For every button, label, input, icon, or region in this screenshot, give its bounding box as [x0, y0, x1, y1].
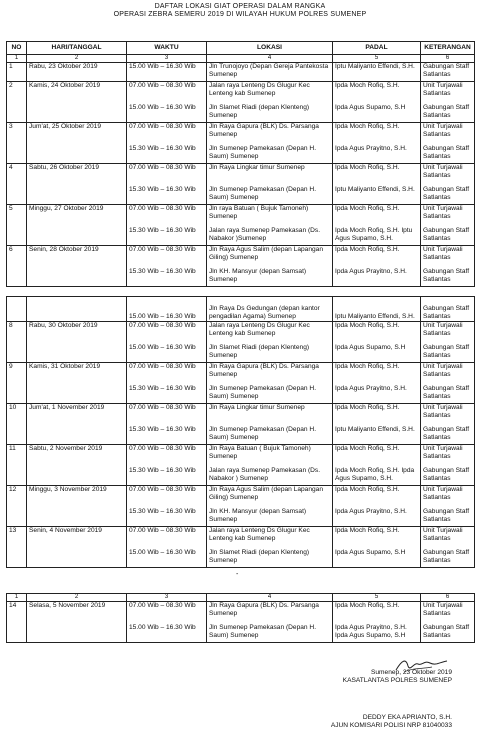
row-number: 9: [7, 363, 27, 404]
row-keterangan-slot: Unit Turjawali Satlantas: [423, 123, 463, 138]
row-padal: [333, 246, 421, 287]
row-location-slot: Jln Slamet Riadi (depan Klenteng) Sumenep: [209, 344, 310, 359]
row-keterangan: [421, 486, 475, 527]
row-keterangan-slot: Gabungan Staff Satlantas: [423, 268, 470, 283]
row-day: Minggu, 27 Oktober 2019: [27, 205, 127, 246]
table-row: [7, 486, 475, 527]
row-time: [127, 602, 207, 643]
row-location-slot: Jalan raya Lenteng Ds Glugur Kec Lenteng kab Sumenep: [209, 322, 310, 337]
row-padal-slot: Ipda Agus Prayitno, S.H. Ipda Agus Supamo, S.H: [335, 624, 407, 639]
row-location-slot: Jln Slamet Riadi (depan Klenteng) Sumenep: [209, 104, 310, 119]
row-location-slot: Jalan raya Sumenep Pamekasan (Ds. Nabakor ) Sumenep: [209, 467, 321, 482]
row-keterangan: [421, 404, 475, 445]
row-keterangan-slot: Unit Turjawali Satlantas: [423, 404, 463, 419]
row-padal-slot: Ipda Moch Rofiq, S.H.: [335, 486, 400, 493]
row-keterangan: [421, 205, 475, 246]
row-keterangan-slot: Unit Turjawali Satlantas: [423, 363, 463, 378]
header-4: PADAL: [333, 42, 421, 55]
table-row: [7, 82, 475, 123]
row-keterangan-slot: Unit Turjawali Satlantas: [423, 486, 463, 501]
row-keterangan-slot: Gabungan Staff Satlantas: [423, 624, 470, 639]
row-day: [27, 297, 127, 322]
row-number: 8: [7, 322, 27, 363]
table-row: [7, 246, 475, 287]
column-number-row: [7, 55, 475, 63]
column-number-3: 3: [127, 594, 207, 602]
column-number-1: 1: [7, 594, 27, 602]
row-time: [127, 404, 207, 445]
column-number-row: [7, 594, 475, 602]
document-title-line2: OPERASI ZEBRA SEMERU 2019 DI WILAYAH HUKUM POLRES SUMENEP: [113, 11, 367, 18]
row-padal-slot: Iptu Maliyanto Effendi, S.H.: [335, 426, 415, 433]
row-padal-slot: Ipda Moch Rofiq, S.H.: [335, 445, 400, 452]
row-location-slot: Jln Sumenep Pamekasan (Depan H. Saum) Sumenep: [209, 145, 317, 160]
row-time-slot: 07.00 Wib – 08.30 Wib: [129, 527, 196, 534]
row-number: 10: [7, 404, 27, 445]
header-1: HARI/TANGGAL: [27, 42, 127, 55]
row-location: [207, 164, 333, 205]
row-number: 1: [7, 63, 27, 82]
page-separator: -: [236, 571, 239, 578]
row-keterangan-slot: Unit Turjawali Satlantas: [423, 164, 463, 179]
row-location: [207, 123, 333, 164]
row-time-slot: 15.30 Wib – 16.30 Wib: [129, 268, 196, 275]
table-row: [7, 602, 475, 643]
row-time-slot: 15.30 Wib – 16.30 Wib: [129, 467, 196, 474]
row-keterangan: [421, 164, 475, 205]
table-row: [7, 63, 475, 82]
row-padal-slot: Ipda Moch Rofiq, S.H.: [335, 322, 400, 329]
row-keterangan-slot: Gabungan Staff Satlantas: [423, 227, 470, 242]
row-time-slot: 15.30 Wib – 16.30 Wib: [129, 186, 196, 193]
row-padal: [333, 404, 421, 445]
header-3: LOKASI: [207, 42, 333, 55]
row-time-slot: 15.30 Wib – 16.30 Wib: [129, 385, 196, 392]
row-location-slot: Jln Raya Agus Salim (depan Lapangan Giling) Sumenep: [209, 246, 324, 261]
row-padal: [333, 164, 421, 205]
row-location-slot: Jln Raya Gapura (BLK) Ds. Parsanga Sumenep: [209, 602, 319, 617]
row-time-slot: 07.00 Wib – 08.30 Wib: [129, 205, 196, 212]
row-time-slot: 15.00 Wib – 16.30 Wib: [129, 63, 196, 70]
row-time: [127, 527, 207, 568]
row-day: Sabtu, 26 Oktober 2019: [27, 164, 127, 205]
row-day: Senin, 28 Oktober 2019: [27, 246, 127, 287]
row-time-slot: 07.00 Wib – 08.30 Wib: [129, 123, 196, 130]
row-number: 2: [7, 82, 27, 123]
row-day: Selasa, 5 November 2019: [27, 602, 127, 643]
row-time: [127, 486, 207, 527]
row-location-slot: Jln Raya Lingkar timur Sumenep: [209, 404, 305, 411]
row-location-slot: Jln Raya Lingkar timur Sumenep: [209, 164, 305, 171]
row-number: 5: [7, 205, 27, 246]
row-keterangan: [421, 63, 475, 82]
row-keterangan-slot: Gabungan Staff Satlantas: [423, 385, 470, 400]
row-number: 11: [7, 445, 27, 486]
row-location-slot: Jln Trunojoyo (Depan Gereja Pantekosta Sumenep: [209, 63, 329, 78]
row-location-slot: Jln Sumenep Pamekasan (Depan H. Saum) Sumenep: [209, 186, 317, 201]
row-location: [207, 486, 333, 527]
row-location: Jln Raya Ds Gedungan (depan kantor pengadilan Agama) Sumenep: [207, 297, 333, 322]
column-number-1: 1: [7, 55, 27, 63]
row-number: 3: [7, 123, 27, 164]
column-number-2: 2: [27, 55, 127, 63]
row-time-slot: 07.00 Wib – 08.30 Wib: [129, 363, 196, 370]
row-time-slot: 15.30 Wib – 16.30 Wib: [129, 508, 196, 515]
row-day: Jum'at, 25 Oktober 2019: [27, 123, 127, 164]
row-time: [127, 63, 207, 82]
row-padal-slot: Ipda Agus Supamo, S.H: [335, 344, 406, 351]
row-number: 6: [7, 246, 27, 287]
row-keterangan: [421, 602, 475, 643]
row-keterangan-slot: Gabungan Staff Satlantas: [423, 145, 470, 160]
row-keterangan-slot: Gabungan Staff Satlantas: [423, 549, 470, 564]
column-number-5: 5: [333, 55, 421, 63]
row-day: Rabu, 30 Oktober 2019: [27, 322, 127, 363]
row-location-slot: Jln KH. Mansyur (depan Samsat) Sumenep: [209, 508, 307, 523]
row-padal-slot: Ipda Moch Rofiq, S.H. Ipda Agus Supamo, S.H.: [335, 467, 415, 482]
row-time: [127, 322, 207, 363]
row-time-slot: 07.00 Wib – 08.30 Wib: [129, 322, 196, 329]
row-padal-slot: Ipda Agus Prayitno, S.H.: [335, 508, 407, 515]
row-keterangan-slot: Unit Turjawali Satlantas: [423, 322, 463, 337]
row-padal-slot: Ipda Agus Supamo, S.H: [335, 104, 406, 111]
row-keterangan-slot: Gabungan Staff Satlantas: [423, 104, 470, 119]
row-location-slot: Jln Raya Gapura (BLK) Ds. Parsanga Sumenep: [209, 363, 319, 378]
row-day: Senin, 4 November 2019: [27, 527, 127, 568]
row-day: Sabtu, 2 November 2019: [27, 445, 127, 486]
row-keterangan: [421, 82, 475, 123]
row-padal: [333, 63, 421, 82]
row-keterangan-slot: Unit Turjawali Satlantas: [423, 205, 463, 220]
row-padal-slot: Ipda Moch Rofiq, S.H.: [335, 602, 400, 609]
row-time: [127, 246, 207, 287]
row-padal: [333, 82, 421, 123]
row-padal: [333, 445, 421, 486]
row-keterangan: [421, 322, 475, 363]
header-2: WAKTU: [127, 42, 207, 55]
row-time-slot: 07.00 Wib – 08.30 Wib: [129, 602, 196, 609]
header-0: NO: [7, 42, 27, 55]
column-number-5: 5: [333, 594, 421, 602]
row-time: [127, 82, 207, 123]
row-number: [7, 297, 27, 322]
row-keterangan: [421, 445, 475, 486]
row-day: Jum'at, 1 November 2019: [27, 404, 127, 445]
document-title-line1: DAFTAR LOKASI GIAT OPERASI DALAM RANGKA: [154, 3, 326, 10]
row-time: [127, 445, 207, 486]
row-time-slot: 07.00 Wib – 08.30 Wib: [129, 82, 196, 89]
row-keterangan: Gabungan Staff Satlantas: [421, 297, 475, 322]
row-padal-slot: Ipda Moch Rofiq, S.H.: [335, 363, 400, 370]
row-number: 4: [7, 164, 27, 205]
row-padal: [333, 486, 421, 527]
row-time: [127, 205, 207, 246]
row-number: 14: [7, 602, 27, 643]
row-time-slot: 07.00 Wib – 08.30 Wib: [129, 445, 196, 452]
table-row: [7, 404, 475, 445]
signature-place-date: Sumenep, 23 Oktober 2019: [370, 669, 452, 676]
row-location: [207, 82, 333, 123]
row-day: Kamis, 24 Oktober 2019: [27, 82, 127, 123]
row-location-slot: Jln Sumenep Pamekasan (Depan H. Saum) Sumenep: [209, 385, 317, 400]
row-time-slot: 15.00 Wib – 16.30 Wib: [129, 104, 196, 111]
column-number-3: 3: [127, 55, 207, 63]
row-padal: [333, 123, 421, 164]
row-keterangan-slot: Unit Turjawali Satlantas: [423, 602, 463, 617]
row-padal-slot: Ipda Moch Rofiq, S.H.: [335, 527, 400, 534]
row-day: Rabu, 23 Oktober 2019: [27, 63, 127, 82]
table-row: [7, 205, 475, 246]
row-time-slot: 07.00 Wib – 08.30 Wib: [129, 246, 196, 253]
row-location: [207, 205, 333, 246]
table-row: [7, 445, 475, 486]
row-padal-slot: Ipda Moch Rofiq, S.H. Iptu Agus Supamo, S.H.: [335, 227, 413, 242]
row-padal-slot: Ipda Moch Rofiq, S.H.: [335, 164, 400, 171]
row-location: [207, 246, 333, 287]
row-padal-slot: Ipda Moch Rofiq, S.H.: [335, 123, 400, 130]
header-row: [7, 42, 475, 55]
row-time: [127, 123, 207, 164]
row-keterangan-slot: Gabungan Staff Satlantas: [423, 467, 470, 482]
row-location-slot: Jln KH. Mansyur (depan Samsat) Sumenep: [209, 268, 307, 283]
column-number-2: 2: [27, 594, 127, 602]
row-padal-slot: Ipda Agus Prayitno, S.H.: [335, 145, 407, 152]
row-location-slot: Jln Raya Gapura (BLK) Ds. Parsanga Sumenep: [209, 123, 319, 138]
row-padal-slot: Iptu Maliyanto Effendi, S.H.: [335, 63, 415, 70]
row-padal: [333, 322, 421, 363]
row-location: [207, 322, 333, 363]
row-time-slot: 15.00 Wib – 16.30 Wib: [129, 624, 196, 631]
row-location: [207, 527, 333, 568]
row-location-slot: Jln Sumenep Pamekasan (Depan H. Saum) Sumenep: [209, 624, 317, 639]
row-time-slot: 15.00 Wib – 16.30 Wib: [129, 344, 196, 351]
column-number-4: 4: [207, 55, 333, 63]
schedule-table-part1: [6, 41, 475, 287]
table-row: [7, 527, 475, 568]
row-padal: [333, 527, 421, 568]
row-padal-slot: Ipda Agus Prayitno, S.H.: [335, 385, 407, 392]
table-row: [7, 363, 475, 404]
row-padal-slot: Ipda Moch Rofiq, S.H.: [335, 82, 400, 89]
row-keterangan-slot: Unit Turjawali Satlantas: [423, 82, 463, 97]
row-time: 15.00 Wib – 16.30 Wib: [127, 297, 207, 322]
signature-position: KASATLANTAS POLRES SUMENEP: [342, 677, 452, 684]
row-location-slot: Jln raya Batuan ( Bujuk Tamoneh) Sumenep: [209, 205, 309, 220]
row-location-slot: Jalan raya Lenteng Ds Glugur Kec Lenteng kab Sumenep: [209, 527, 310, 542]
row-keterangan-slot: Gabungan Staff Satlantas: [423, 63, 470, 78]
schedule-table-part3: [6, 593, 475, 643]
row-keterangan-slot: Unit Turjawali Satlantas: [423, 527, 463, 542]
row-keterangan-slot: Gabungan Staff Satlantas: [423, 426, 470, 441]
row-keterangan-slot: Unit Turjawali Satlantas: [423, 246, 463, 261]
row-location-slot: Jln Raya Batuan ( Bujuk Tamoneh) Sumenep: [209, 445, 311, 460]
row-padal: [333, 602, 421, 643]
continued-row: [7, 297, 475, 322]
column-number-6: 6: [421, 594, 475, 602]
row-location-slot: Jln Slamet Riadi (depan Klenteng) Sumenep: [209, 549, 310, 564]
row-keterangan-slot: Gabungan Staff Satlantas: [423, 344, 470, 359]
row-keterangan: [421, 363, 475, 404]
signature-rank: AJUN KOMISARI POLISI NRP 81040033: [330, 722, 452, 729]
row-keterangan: [421, 527, 475, 568]
table-row: [7, 322, 475, 363]
signature-name: DEDDY EKA APRIANTO, S.H.: [362, 714, 452, 721]
row-padal: [333, 205, 421, 246]
row-keterangan: [421, 246, 475, 287]
row-location: [207, 363, 333, 404]
header-5: KETERANGAN: [421, 42, 475, 55]
row-keterangan: [421, 123, 475, 164]
column-number-4: 4: [207, 594, 333, 602]
column-number-6: 6: [421, 55, 475, 63]
row-number: 13: [7, 527, 27, 568]
row-padal-slot: Ipda Agus Supamo, S.H: [335, 549, 406, 556]
row-location-slot: Jalan raya Lenteng Ds Glugur Kec Lenteng kab Sumenep: [209, 82, 310, 97]
row-location: [207, 602, 333, 643]
row-time-slot: 15.00 Wib – 16.30 Wib: [129, 549, 196, 556]
row-number: 12: [7, 486, 27, 527]
row-keterangan-slot: Gabungan Staff Satlantas: [423, 508, 470, 523]
row-location: [207, 404, 333, 445]
row-keterangan-slot: Gabungan Staff Satlantas: [423, 186, 470, 201]
row-padal-slot: Ipda Agus Prayitno, S.H.: [335, 268, 407, 275]
row-day: Minggu, 3 November 2019: [27, 486, 127, 527]
row-padal-slot: Ipda Moch Rofiq, S.H.: [335, 246, 400, 253]
row-keterangan-slot: Unit Turjawali Satlantas: [423, 445, 463, 460]
row-time: [127, 363, 207, 404]
table-row: [7, 123, 475, 164]
row-location: [207, 63, 333, 82]
row-location-slot: Jln Raya Agus Salim (depan Lapangan Giling) Sumenep: [209, 486, 324, 501]
row-time-slot: 15.30 Wib – 16.30 Wib: [129, 227, 196, 234]
row-location: [207, 445, 333, 486]
row-time-slot: 07.00 Wib – 08.30 Wib: [129, 404, 196, 411]
row-time: [127, 164, 207, 205]
row-time-slot: 07.00 Wib – 08.30 Wib: [129, 164, 196, 171]
schedule-table-part2: [6, 296, 475, 568]
row-location-slot: Jln Sumenep Pamekasan (Depan H. Saum) Sumenep: [209, 426, 317, 441]
row-padal-slot: Iptu Maliyanto Effendi, S.H.: [335, 186, 415, 193]
row-padal: Iptu Maliyanto Effendi, S.H.: [333, 297, 421, 322]
row-padal-slot: Ipda Moch Rofiq, S.H.: [335, 404, 400, 411]
row-time-slot: 15.30 Wib – 16.30 Wib: [129, 426, 196, 433]
row-location-slot: Jalan raya Sumenep Pamekasan (Ds. Nabakor )Sumenep: [209, 227, 321, 242]
row-padal-slot: Ipda Moch Rofiq, S.H.: [335, 205, 400, 212]
row-time-slot: 07.00 Wib – 08.30 Wib: [129, 486, 196, 493]
row-time-slot: 15.30 Wib – 16.30 Wib: [129, 145, 196, 152]
row-padal: [333, 363, 421, 404]
row-day: Kamis, 31 Oktober 2019: [27, 363, 127, 404]
table-row: [7, 164, 475, 205]
